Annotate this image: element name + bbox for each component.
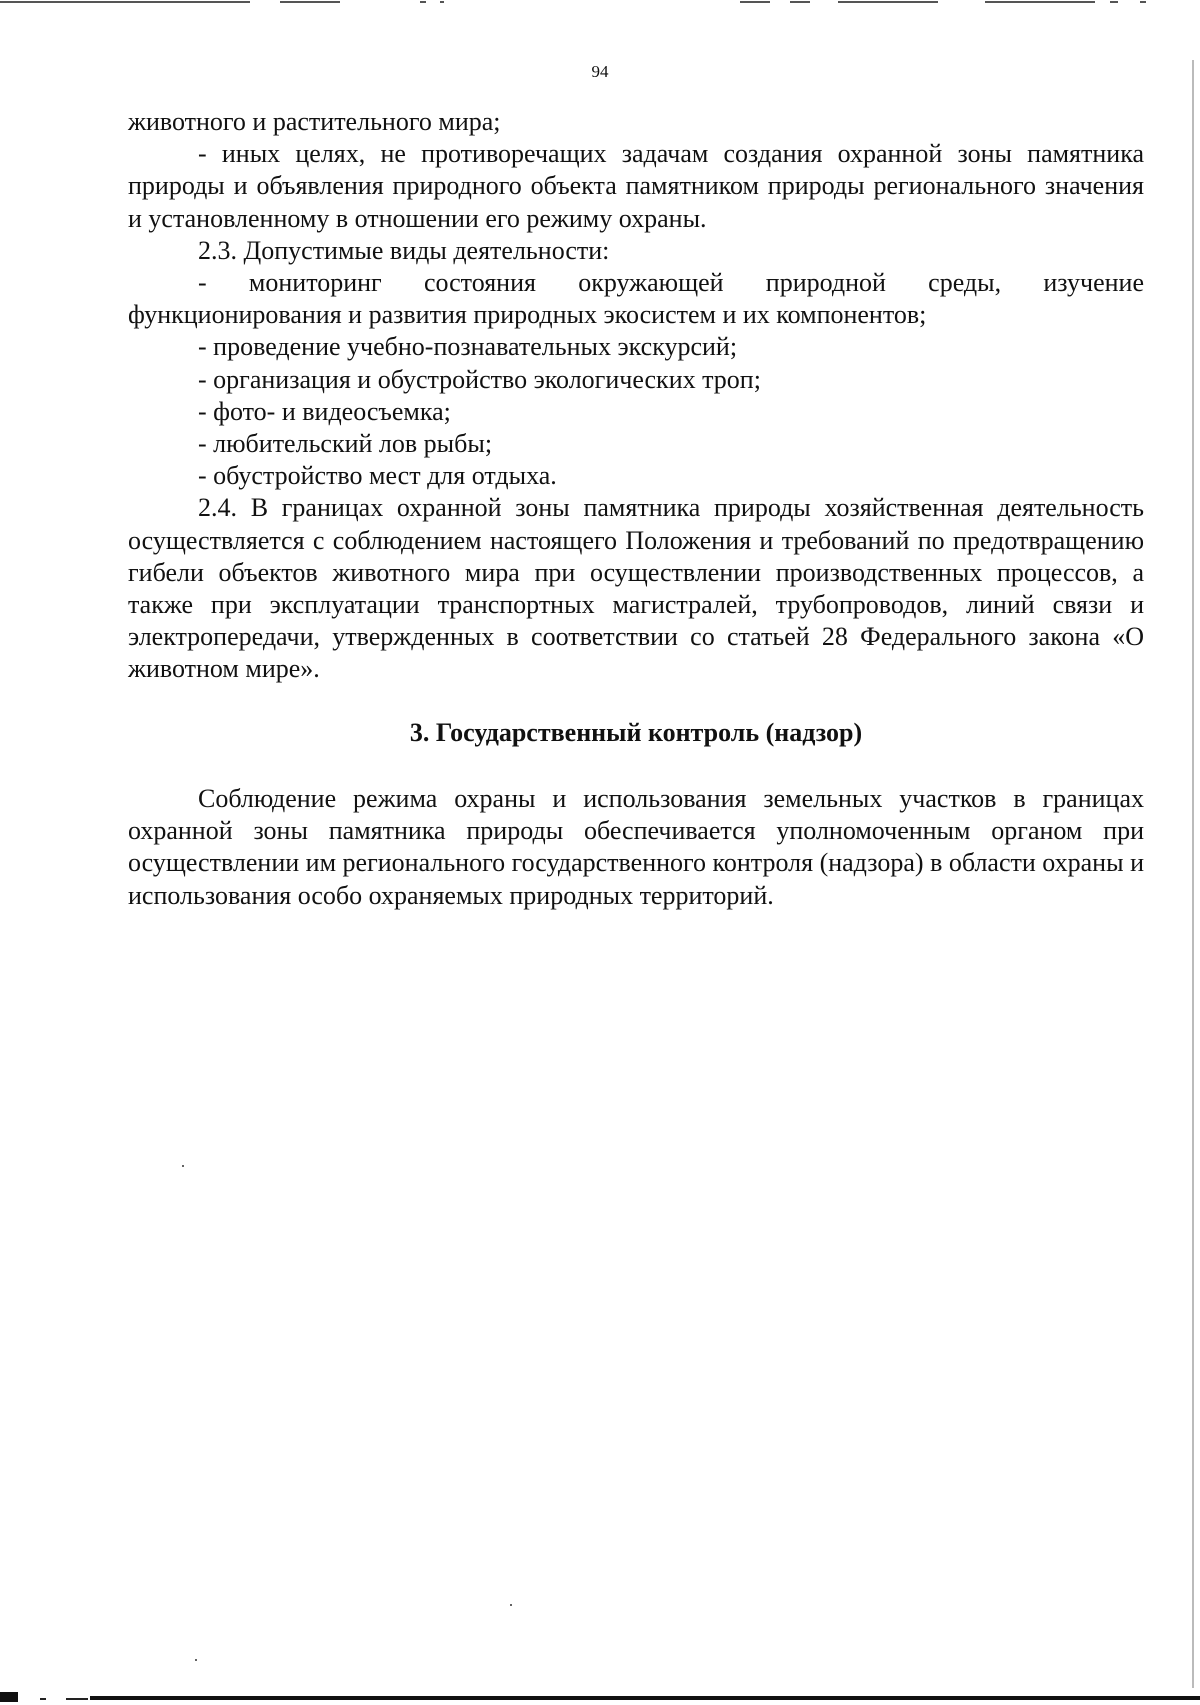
paragraph-8: - любительский лов рыбы;	[198, 429, 493, 459]
body-text-section-2	[128, 106, 1144, 686]
paragraph-5: - проведение учебно-познавательных экскурсий;	[198, 332, 738, 362]
paragraph-9: - обустройство мест для отдыха.	[198, 461, 557, 491]
paragraph-7: - фото- и видеосъемка;	[198, 396, 451, 426]
scan-speck	[510, 1604, 512, 1606]
scan-speck	[182, 1165, 184, 1167]
paragraph-3: 2.3. Допустимые виды деятельности:	[198, 235, 610, 265]
paragraph-4: - мониторинг состояния окружающей природной среды, изучение функционирования и развития природных экосистем и их компонентов;	[128, 268, 1144, 330]
scan-speck	[195, 1659, 197, 1661]
paragraph-2: - иных целях, не противоречащих задачам создания охранной зоны памятника природы и объявления природного объекта памятником природы регионального значения и установленному в отношении его режиму охраны.	[128, 139, 1144, 233]
body-text-section-3	[128, 783, 1144, 912]
paragraph-1: животного и растительного мира;	[128, 107, 501, 136]
scan-right-edge	[1192, 60, 1194, 1688]
paragraph-10: 2.4. В границах охранной зоны памятника природы хозяйственная деятельность осуществляется с соблюдением настоящего Положения и требований по предотвращению гибели объектов животного мира при осуществлении производственных процессов, а также при эксплуатации транспортных магистралей, трубопроводов, линий связи и электропередачи, утвержденных в соответствии со статьей 28 Федерального закона «О животном мире».	[128, 493, 1144, 684]
page-number: 94	[591, 62, 609, 81]
section-3-paragraph: Соблюдение режима охраны и использования земельных участков в границах охранной зоны памятника природы обеспечивается уполномоченным органом при осуществлении им регионального государственного контроля (надзора) в области охраны и использования особо охраняемых природных территорий.	[128, 784, 1144, 910]
scan-bottom-edge	[0, 1688, 1200, 1705]
section-3-heading: 3. Государственный контроль (надзор)	[409, 718, 863, 747]
scan-top-edge	[0, 0, 1200, 6]
paragraph-6: - организация и обустройство экологических троп;	[198, 364, 761, 394]
